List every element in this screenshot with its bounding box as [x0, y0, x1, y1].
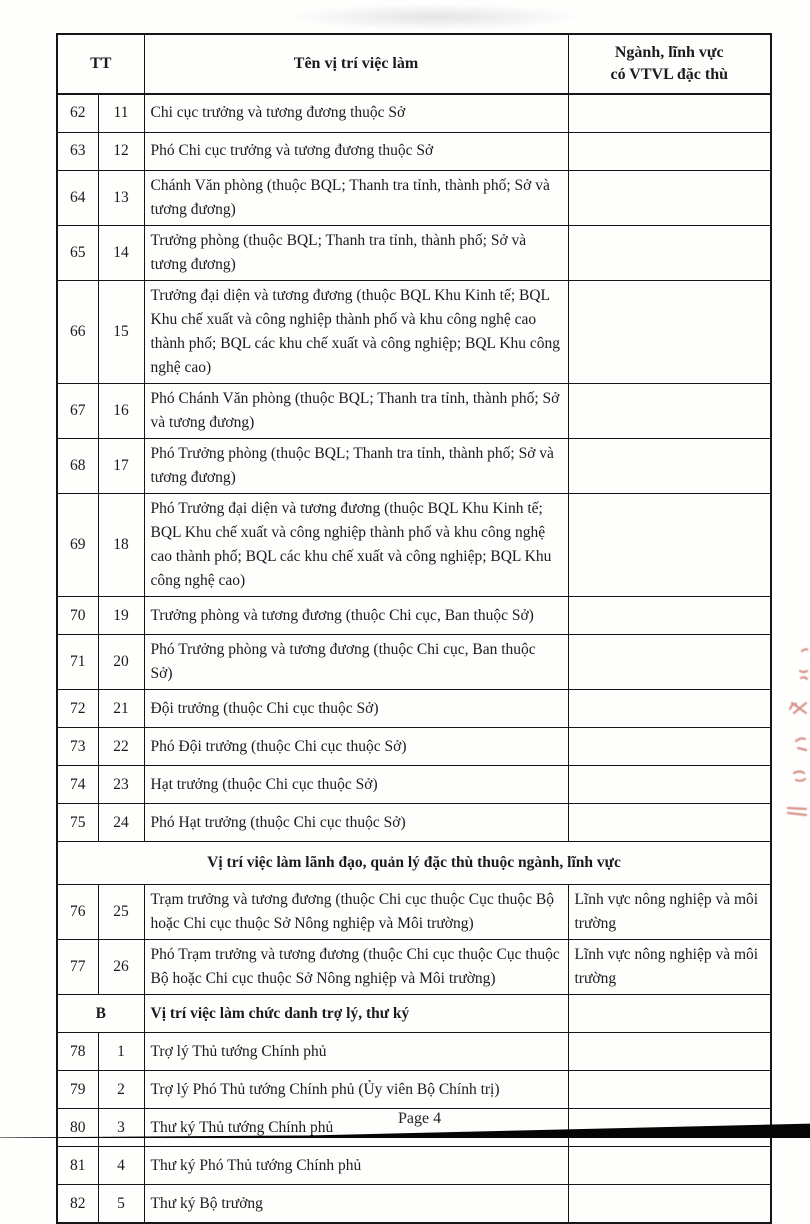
sector-cell [568, 597, 771, 635]
sector-cell [568, 94, 771, 133]
row-subnumber-cell: 19 [98, 597, 144, 635]
position-name-cell: Phó Đội trưởng (thuộc Chi cục thuộc Sở) [144, 728, 568, 766]
table-row [57, 494, 771, 597]
position-name-cell: Phó Chánh Văn phòng (thuộc BQL; Thanh tra tỉnh, thành phố; Sở và tương đương) [144, 384, 568, 439]
row-subnumber-cell: 14 [98, 226, 144, 281]
row-number-cell: 75 [57, 804, 98, 842]
table-row [57, 995, 771, 1033]
row-number-cell: 79 [57, 1071, 98, 1109]
row-subnumber-cell: 16 [98, 384, 144, 439]
table-row [57, 281, 771, 384]
position-name-cell: Phó Trạm trưởng và tương đương (thuộc Chi cục thuộc Cục thuộc Bộ hoặc Chi cục thuộc Sở Nông nghiệp và Môi trường) [144, 940, 568, 995]
position-name-cell: Phó Chi cục trưởng và tương đương thuộc Sở [144, 133, 568, 171]
position-name-cell: Trưởng đại diện và tương đương (thuộc BQL Khu Kinh tế; BQL Khu chế xuất và công nghiệp thành phố và khu công nghệ cao thành phố; BQL các khu chế xuất và công nghiệp; BQL Khu công nghệ cao) [144, 281, 568, 384]
row-number-cell: 73 [57, 728, 98, 766]
position-name-cell: Trưởng phòng (thuộc BQL; Thanh tra tỉnh, thành phố; Sở và tương đương) [144, 226, 568, 281]
row-number-cell: 67 [57, 384, 98, 439]
row-number-cell: 68 [57, 439, 98, 494]
sector-cell [568, 995, 771, 1033]
header-sector-line2: có VTVL đặc thù [610, 66, 728, 83]
row-number-cell: 80 [57, 1109, 98, 1147]
positions-table [56, 33, 772, 1224]
table-row [57, 1071, 771, 1109]
row-number-cell: 78 [57, 1033, 98, 1071]
row-subnumber-cell: 11 [98, 94, 144, 133]
table-row [57, 940, 771, 995]
row-number-cell: 74 [57, 766, 98, 804]
position-name-cell: Đội trưởng (thuộc Chi cục thuộc Sở) [144, 690, 568, 728]
position-name-cell: Trạm trưởng và tương đương (thuộc Chi cục thuộc Cục thuộc Bộ hoặc Chi cục thuộc Sở Nông nghiệp và Môi trường) [144, 885, 568, 940]
row-subnumber-cell: 12 [98, 133, 144, 171]
row-number-cell: 77 [57, 940, 98, 995]
position-name-cell: Thư ký Phó Thủ tướng Chính phủ [144, 1147, 568, 1185]
row-subnumber-cell: 1 [98, 1033, 144, 1071]
sector-cell [568, 384, 771, 439]
scan-smudge [285, 4, 585, 30]
position-name-cell: Chánh Văn phòng (thuộc BQL; Thanh tra tỉnh, thành phố; Sở và tương đương) [144, 171, 568, 226]
sector-cell [568, 766, 771, 804]
red-pen-marks-icon [774, 645, 808, 825]
position-name-cell: Thư ký Bộ trưởng [144, 1185, 568, 1224]
row-subnumber-cell: 23 [98, 766, 144, 804]
section-header-cell: Vị trí việc làm lãnh đạo, quản lý đặc thù thuộc ngành, lĩnh vực [57, 842, 771, 885]
row-number-cell: 62 [57, 94, 98, 133]
sector-cell [568, 494, 771, 597]
table-row [57, 1033, 771, 1071]
table-row [57, 766, 771, 804]
sector-cell [568, 804, 771, 842]
sector-cell: Lĩnh vực nông nghiệp và môi trường [568, 940, 771, 995]
table-row [57, 885, 771, 940]
sector-cell [568, 439, 771, 494]
sector-cell [568, 635, 771, 690]
header-cell-sector [568, 34, 771, 94]
row-number-cell: 64 [57, 171, 98, 226]
position-name-cell: Trưởng phòng và tương đương (thuộc Chi cục, Ban thuộc Sở) [144, 597, 568, 635]
row-number-cell: 72 [57, 690, 98, 728]
sector-cell [568, 690, 771, 728]
header-row [57, 34, 771, 94]
table-row [57, 133, 771, 171]
position-name-cell: Phó Trưởng phòng (thuộc BQL; Thanh tra tỉnh, thành phố; Sở và tương đương) [144, 439, 568, 494]
table-row [57, 384, 771, 439]
position-name-cell: Trợ lý Phó Thủ tướng Chính phủ (Ủy viên Bộ Chính trị) [144, 1071, 568, 1109]
position-name-cell: Thư ký Thủ tướng Chính phủ [144, 1109, 568, 1147]
table-row [57, 597, 771, 635]
row-subnumber-cell: 26 [98, 940, 144, 995]
header-cell-tt: TT [57, 34, 144, 94]
table-row [57, 1185, 771, 1224]
position-name-cell: Phó Hạt trưởng (thuộc Chi cục thuộc Sở) [144, 804, 568, 842]
sector-cell [568, 1147, 771, 1185]
table-row [57, 94, 771, 133]
table-row [57, 690, 771, 728]
sector-cell: Lĩnh vực nông nghiệp và môi trường [568, 885, 771, 940]
row-subnumber-cell: 25 [98, 885, 144, 940]
row-subnumber-cell: 3 [98, 1109, 144, 1147]
sector-cell [568, 226, 771, 281]
row-subnumber-cell: 24 [98, 804, 144, 842]
row-number-cell: 65 [57, 226, 98, 281]
row-subnumber-cell: 13 [98, 171, 144, 226]
position-name-cell: Phó Trưởng phòng và tương đương (thuộc Chi cục, Ban thuộc Sở) [144, 635, 568, 690]
sector-cell [568, 133, 771, 171]
row-subnumber-cell: 5 [98, 1185, 144, 1224]
row-number-cell: 76 [57, 885, 98, 940]
row-subnumber-cell: 15 [98, 281, 144, 384]
table-row [57, 842, 771, 885]
row-subnumber-cell: 2 [98, 1071, 144, 1109]
position-name-cell: Phó Trưởng đại diện và tương đương (thuộc BQL Khu Kinh tế; BQL Khu chế xuất và công nghiệp thành phố và khu công nghệ cao thành phố; BQL các khu chế xuất và công nghiệp; BQL Khu công nghệ cao) [144, 494, 568, 597]
sector-cell [568, 281, 771, 384]
table-row [57, 1147, 771, 1185]
position-name-cell: Chi cục trưởng và tương đương thuộc Sở [144, 94, 568, 133]
sector-cell [568, 1033, 771, 1071]
group-letter-cell: B [57, 995, 144, 1033]
table-header [57, 34, 771, 94]
sector-cell [568, 171, 771, 226]
row-number-cell: 63 [57, 133, 98, 171]
sector-cell [568, 728, 771, 766]
sector-cell [568, 1185, 771, 1224]
row-subnumber-cell: 17 [98, 439, 144, 494]
header-cell-name: Tên vị trí việc làm [144, 34, 568, 94]
row-number-cell: 71 [57, 635, 98, 690]
table-row [57, 226, 771, 281]
row-number-cell: 69 [57, 494, 98, 597]
row-subnumber-cell: 4 [98, 1147, 144, 1185]
table-body [57, 94, 771, 1223]
position-name-cell: Trợ lý Thủ tướng Chính phủ [144, 1033, 568, 1071]
position-name-cell: Hạt trưởng (thuộc Chi cục thuộc Sở) [144, 766, 568, 804]
page-number: Page 4 [398, 1110, 442, 1127]
row-number-cell: 66 [57, 281, 98, 384]
row-subnumber-cell: 20 [98, 635, 144, 690]
row-subnumber-cell: 22 [98, 728, 144, 766]
table-row [57, 728, 771, 766]
table-row [57, 804, 771, 842]
row-number-cell: 81 [57, 1147, 98, 1185]
table-row [57, 439, 771, 494]
row-number-cell: 82 [57, 1185, 98, 1224]
table-row [57, 171, 771, 226]
header-sector-line1: Ngành, lĩnh vực [614, 44, 724, 62]
row-subnumber-cell: 18 [98, 494, 144, 597]
table-row [57, 635, 771, 690]
sector-cell [568, 1071, 771, 1109]
group-title-cell: Vị trí việc làm chức danh trợ lý, thư ký [144, 995, 568, 1033]
row-number-cell: 70 [57, 597, 98, 635]
row-subnumber-cell: 21 [98, 690, 144, 728]
